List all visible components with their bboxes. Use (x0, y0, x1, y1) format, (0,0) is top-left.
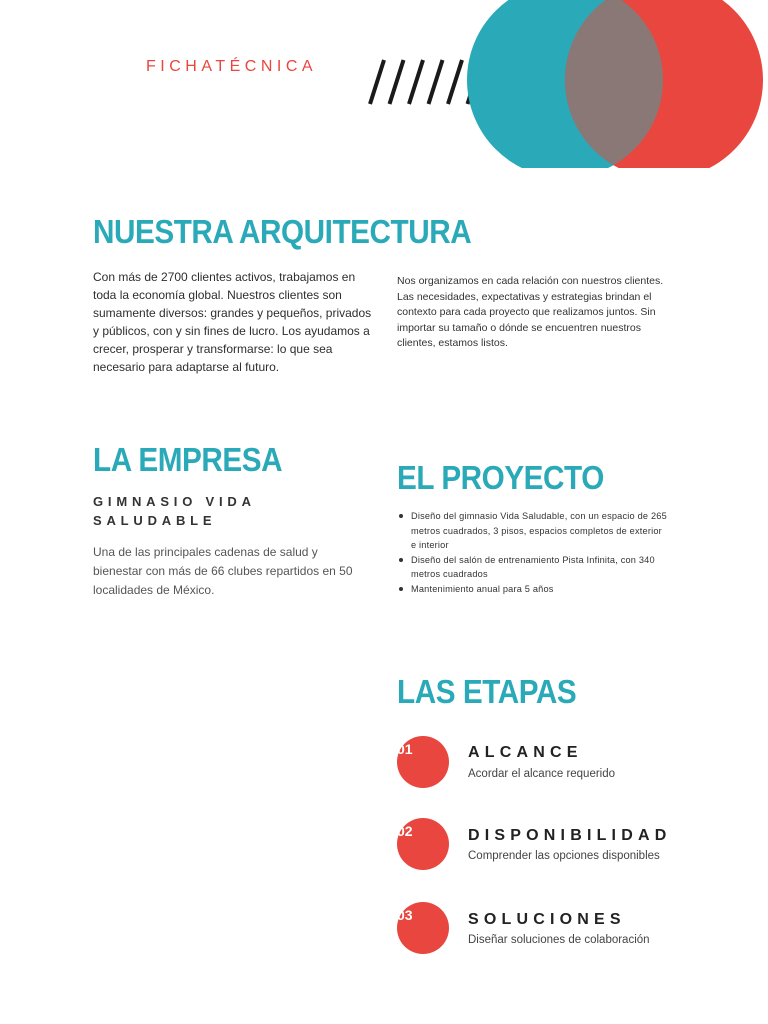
document-label: FICHATÉCNICA (146, 58, 318, 75)
slash-mark (390, 60, 404, 104)
stage-title: SOLUCIONES (468, 911, 626, 928)
stage-title: ALCANCE (468, 744, 583, 761)
section-title-proyecto: EL PROYECTO (397, 459, 604, 496)
arquitectura-paragraph-left: Con más de 2700 clientes activos, trabajamos en toda la economía global. Nuestros clientes son sumamente diversos: grandes y pequeños, privados y públicos, con y sin fines de lucro. Los ayudamos a crecer, prosperar y transformarse: lo que sea necesario para adaptarse al futuro. (93, 270, 372, 374)
stage-circle (397, 902, 449, 954)
proyecto-list (397, 509, 669, 596)
slash-mark (429, 60, 443, 104)
stage-circle (397, 736, 449, 788)
arquitectura-paragraph-right: Nos organizamos en cada relación con nuestros clientes. Las necesidades, expectativas y estrategias brindan el contexto para cada proyecto que realizamos juntos. Sin importar su tamaño o dónde se encuentren nuestros clientes, estamos listos. (397, 275, 664, 349)
section-title-arquitectura: NUESTRA ARQUITECTURA (93, 213, 472, 250)
stage-description: Acordar el alcance requerido (468, 768, 616, 780)
stage-description: Diseñar soluciones de colaboración (468, 934, 650, 946)
list-item: Mantenimiento anual para 5 años (397, 582, 669, 597)
stage-number: 03 (397, 907, 413, 923)
list-item: Diseño del gimnasio Vida Saludable, con un espacio de 265 metros cuadrados, 3 pisos, espacios completos de exterior e interior (397, 509, 669, 553)
slash-mark (409, 60, 423, 104)
stage-description: Comprender las opciones disponibles (468, 850, 660, 862)
stage-title: DISPONIBILIDAD (468, 827, 672, 844)
section-title-empresa: LA EMPRESA (93, 441, 283, 478)
list-item: Diseño del salón de entrenamiento Pista Infinita, con 340 metros cuadrados (397, 553, 669, 582)
section-title-etapas: LAS ETAPAS (397, 673, 577, 710)
stage-number: 02 (397, 823, 413, 839)
overlapping-circles-decoration (466, 0, 768, 168)
empresa-subtitle: GIMNASIO VIDA SALUDABLE (93, 494, 256, 528)
slash-mark (448, 60, 462, 104)
stage-circle (397, 818, 449, 870)
slash-mark (370, 60, 384, 104)
stage-number: 01 (397, 741, 413, 757)
empresa-description: Una de las principales cadenas de salud y bienestar con más de 66 clubes repartidos en 50 localidades de México. (93, 545, 353, 597)
